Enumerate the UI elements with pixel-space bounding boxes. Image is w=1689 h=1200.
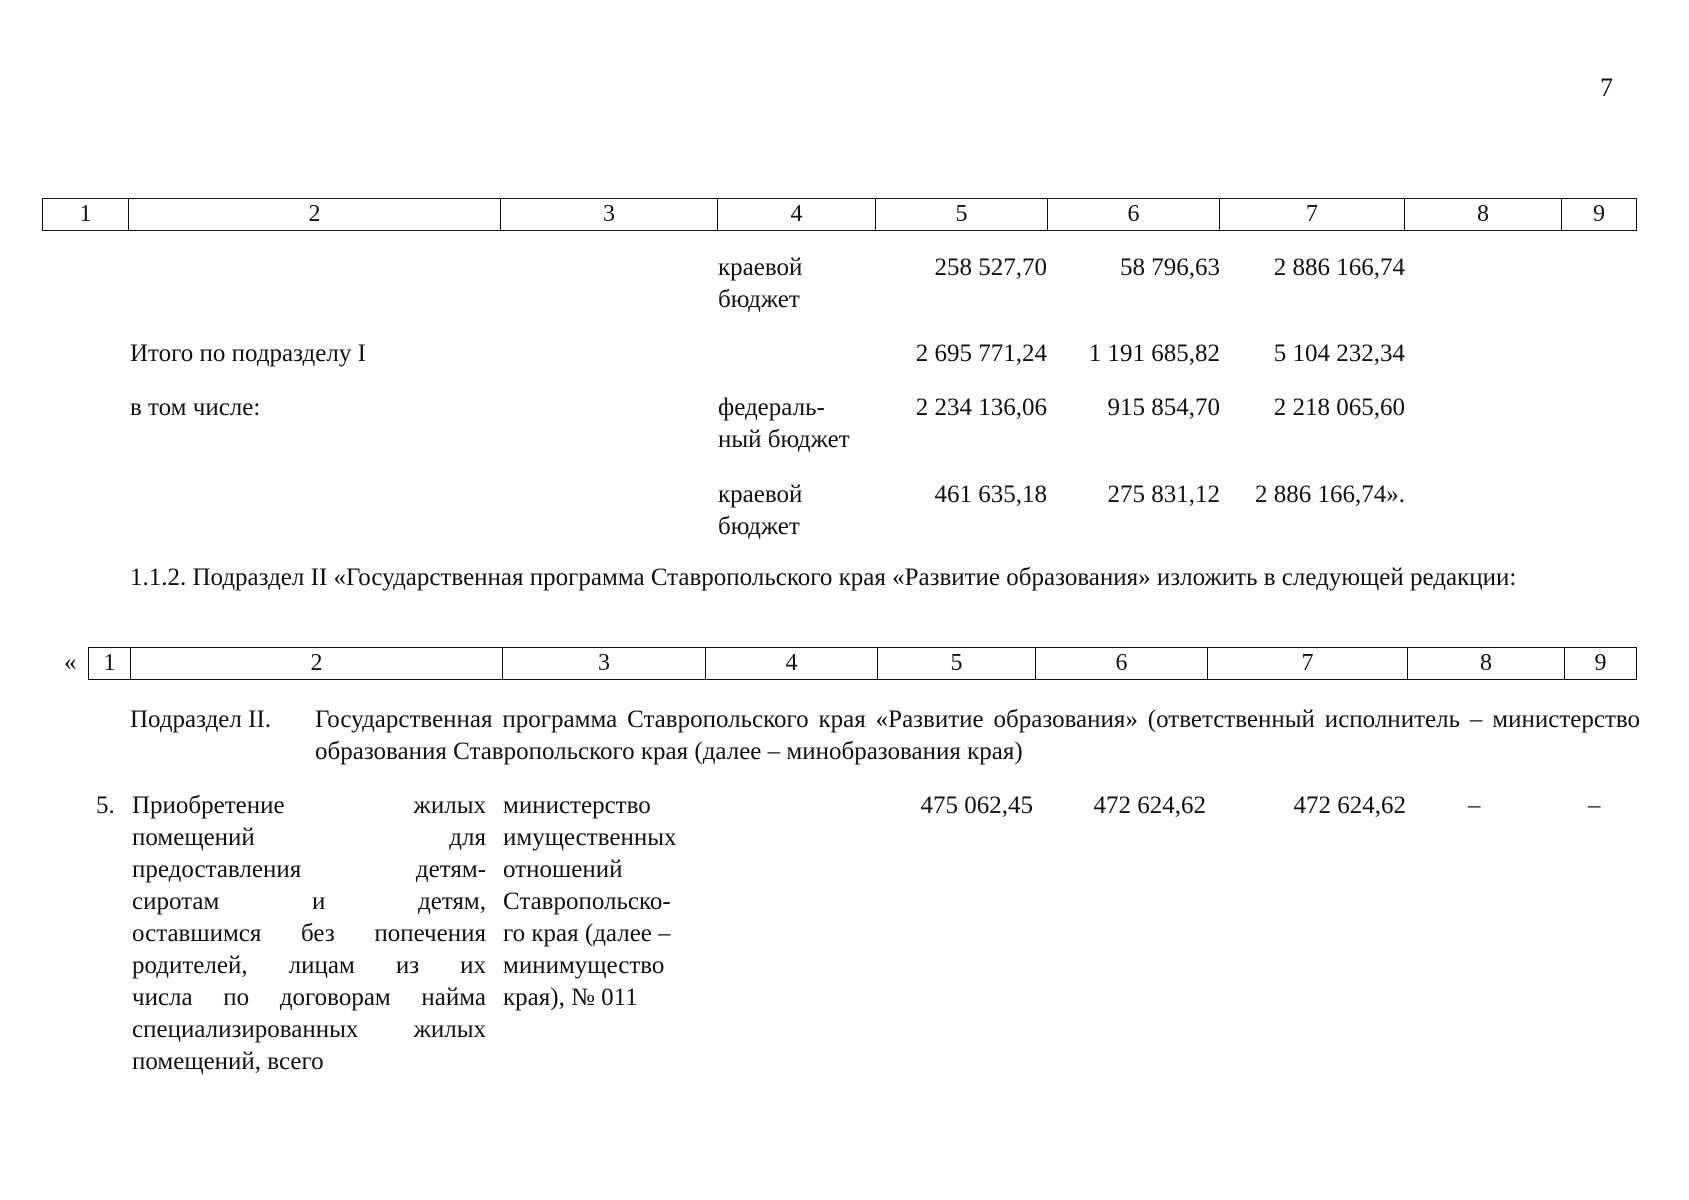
value-col7: 2 886 166,74: [1273, 254, 1405, 281]
value-col9: –: [1588, 792, 1601, 819]
value-col7: 2 218 065,60: [1273, 394, 1405, 421]
col-header: 6: [1036, 648, 1208, 680]
value-col5: 258 527,70: [934, 254, 1047, 281]
col-header: 4: [718, 199, 876, 231]
value-col6: 472 624,62: [1093, 792, 1206, 819]
value-col5: 2 234 136,06: [915, 394, 1047, 421]
value-col6: 1 191 685,82: [1088, 340, 1220, 367]
col-header: 9: [1565, 648, 1637, 680]
funding-source: краевой бюджет: [718, 481, 803, 540]
value-col5: 461 635,18: [934, 481, 1047, 508]
page-number: 7: [1600, 73, 1613, 102]
amendment-paragraph: 1.1.2. Подраздел II «Государственная программа Ставропольского края «Развитие образования» изложить в следующей редакции:: [130, 564, 1517, 591]
col-header: 2: [129, 199, 501, 231]
col-header: 5: [876, 199, 1048, 231]
value-col7: 5 104 232,34: [1273, 340, 1405, 367]
value-col5: 2 695 771,24: [915, 340, 1047, 367]
value-col6: 275 831,12: [1107, 481, 1220, 508]
col-header: 8: [1408, 648, 1565, 680]
col-header: 5: [878, 648, 1036, 680]
column-numbers-header: [88, 647, 1637, 680]
value-col7: 472 624,62: [1293, 792, 1406, 819]
subtotal-label: Итого по подразделу I: [130, 340, 366, 367]
funding-source: федераль- ный бюджет: [718, 394, 850, 453]
subsection-label: Подраздел II.: [130, 706, 272, 733]
col-header: 8: [1405, 199, 1562, 231]
value-col6: 58 796,63: [1120, 254, 1220, 281]
item-number: 5.: [96, 792, 115, 819]
col-header: 7: [1208, 648, 1408, 680]
opening-quote: «: [64, 649, 77, 676]
value-col6: 915 854,70: [1107, 394, 1220, 421]
col-header: 3: [501, 199, 718, 231]
funding-source: краевой бюджет: [718, 254, 803, 313]
value-col8: –: [1468, 792, 1481, 819]
col-header: 1: [43, 199, 129, 231]
value-col5: 475 062,45: [920, 792, 1033, 819]
col-header: 2: [131, 648, 503, 680]
subsection-title: Государственная программа Ставропольского края «Развитие образования» (ответственный исполнитель – министерство образования Ставропольского края (далее – минобразования края): [315, 706, 1640, 765]
responsible-executor: министерство имущественных отношений Ставропольско- го края (далее – минимущество края), № 011: [503, 792, 677, 1011]
col-header: 1: [89, 648, 131, 680]
column-numbers-header: [42, 198, 1637, 231]
col-header: 6: [1048, 199, 1220, 231]
item-name: Приобретение жилых помещений для предоставления детям- сиротам и детям, оставшимся без попечения родителей, лицам из их числа по договорам найма специализированных жилых помещений, всего: [132, 792, 486, 1075]
value-col7: 2 886 166,74».: [1255, 481, 1405, 508]
col-header: 3: [503, 648, 706, 680]
col-header: 9: [1562, 199, 1637, 231]
col-header: 7: [1220, 199, 1405, 231]
including-label: в том числе:: [130, 394, 261, 421]
col-header: 4: [706, 648, 878, 680]
